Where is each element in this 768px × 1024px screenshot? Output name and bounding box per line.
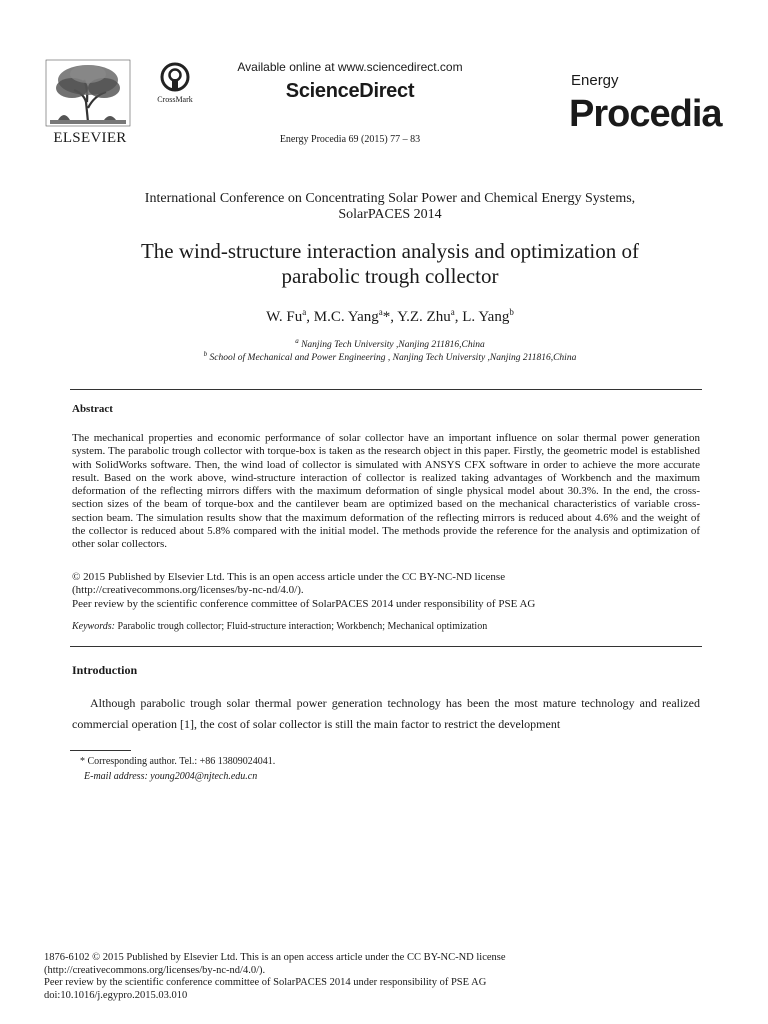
crossmark-icon	[160, 62, 190, 92]
crossmark-label: CrossMark	[157, 95, 193, 104]
abstract-text: The mechanical properties and economic performance of solar collector have an important influence on solar thermal power generation system. The parabolic trough collector with torque-box is taken as the research object in this paper. Firstly, the geometric model is established with SolidWorks software. Then, the wind load of collector is simulated with ANSYS CFX software in order to achieve the more accurate result. Based on the work above, wind-structure interaction of collector is realized taking advantages of Workbench and the maximum deformation of the reflecting mirrors differs with the maximum deformation of single physical model about 30.3%. In the end, the cross-section sizes of the beam of torque-box and the cantilever beam are optimized based on the mechanical characteristics of variable cross-section beam. The simulation results show that the maximum deformation of the reflecting mirrors is reduced about 4.6% and the weight of the collector is reduced about 5.8% compared with the initial model. The methods provide the reference for the analysis and optimization of other solar collectors.	[72, 432, 700, 551]
author: W. Fu$^a$,	[266, 307, 314, 325]
copyright-line: © 2015 Published by Elsevier Ltd. This is an open access article under the CC BY-NC-ND license	[72, 571, 506, 583]
crossmark-badge[interactable]	[152, 62, 198, 112]
divider	[70, 389, 702, 390]
corresponding-author: * Corresponding author. Tel.: +86 13809024041.	[80, 756, 276, 767]
peer-review-line: Peer review by the scientific conference committee of SolarPACES 2014 under responsibility of PSE AG	[44, 977, 487, 988]
author-email[interactable]: E-mail address: young2004@njtech.edu.cn	[84, 771, 258, 782]
journal-reference: Energy Procedia 69 (2015) 77 – 83	[279, 134, 421, 145]
title-line-1: The wind-structure interaction analysis and optimization of	[140, 239, 640, 263]
publication-info	[44, 952, 724, 1002]
author: Y.Z. Zhu$^a$,	[397, 307, 463, 325]
author-list	[40, 307, 740, 326]
author: L. Yang$^b$	[462, 307, 514, 325]
issn-copyright: 1876-6102 © 2015 Published by Elsevier Ltd. This is an open access article under the CC BY-NC-ND license	[44, 952, 506, 963]
doi[interactable]: doi:10.1016/j.egypro.2015.03.010	[44, 989, 188, 1001]
keywords	[72, 621, 487, 632]
license-link[interactable]: (http://creativecommons.org/licenses/by-nc-nd/4.0/).	[44, 964, 266, 976]
abstract-heading: Abstract	[72, 403, 113, 415]
divider	[70, 646, 702, 647]
available-online: Available online at www.sciencedirect.com	[237, 60, 463, 74]
conference-line-2: SolarPACES 2014	[338, 207, 442, 222]
affiliation-b: $^b$ School of Mechanical and Power Engineering , Nanjing Tech University ,Nanjing 211816,China	[203, 350, 577, 364]
introduction-text: Although parabolic trough solar thermal power generation technology has been the most mature technology and realized commercial operation [1], the cost of solar collector is still the main factor to restrict the development	[72, 696, 700, 731]
peer-review-line: Peer review by the scientific conference committee of SolarPACES 2014 under responsibility of PSE AG	[72, 597, 536, 610]
keywords-label: Keywords:	[72, 621, 115, 632]
sciencedirect-wordmark: ScienceDirect	[285, 80, 415, 102]
affiliation-a: $^a$ Nanjing Tech University ,Nanjing 211816,China	[295, 337, 485, 351]
journal-brand-small: Energy	[571, 72, 619, 89]
conference-name	[40, 191, 740, 223]
keywords-list: Parabolic trough collector; Fluid-structure interaction; Workbench; Mechanical optimization	[117, 621, 488, 632]
paper-title	[40, 239, 740, 289]
title-line-2: parabolic trough collector	[281, 264, 499, 288]
footnote-rule	[70, 750, 131, 751]
introduction-heading: Introduction	[72, 663, 138, 677]
author: M.C. Yang$^a$*,	[313, 307, 398, 325]
journal-brand-large: Procedia	[569, 93, 722, 135]
copyright-notice	[72, 571, 700, 611]
license-link[interactable]: (http://creativecommons.org/licenses/by-nc-nd/4.0/).	[72, 584, 304, 597]
conference-line-1: International Conference on Concentrating Solar Power and Chemical Energy Systems,	[144, 191, 636, 206]
elsevier-logo	[44, 58, 136, 148]
elsevier-wordmark: ELSEVIER	[53, 130, 127, 146]
